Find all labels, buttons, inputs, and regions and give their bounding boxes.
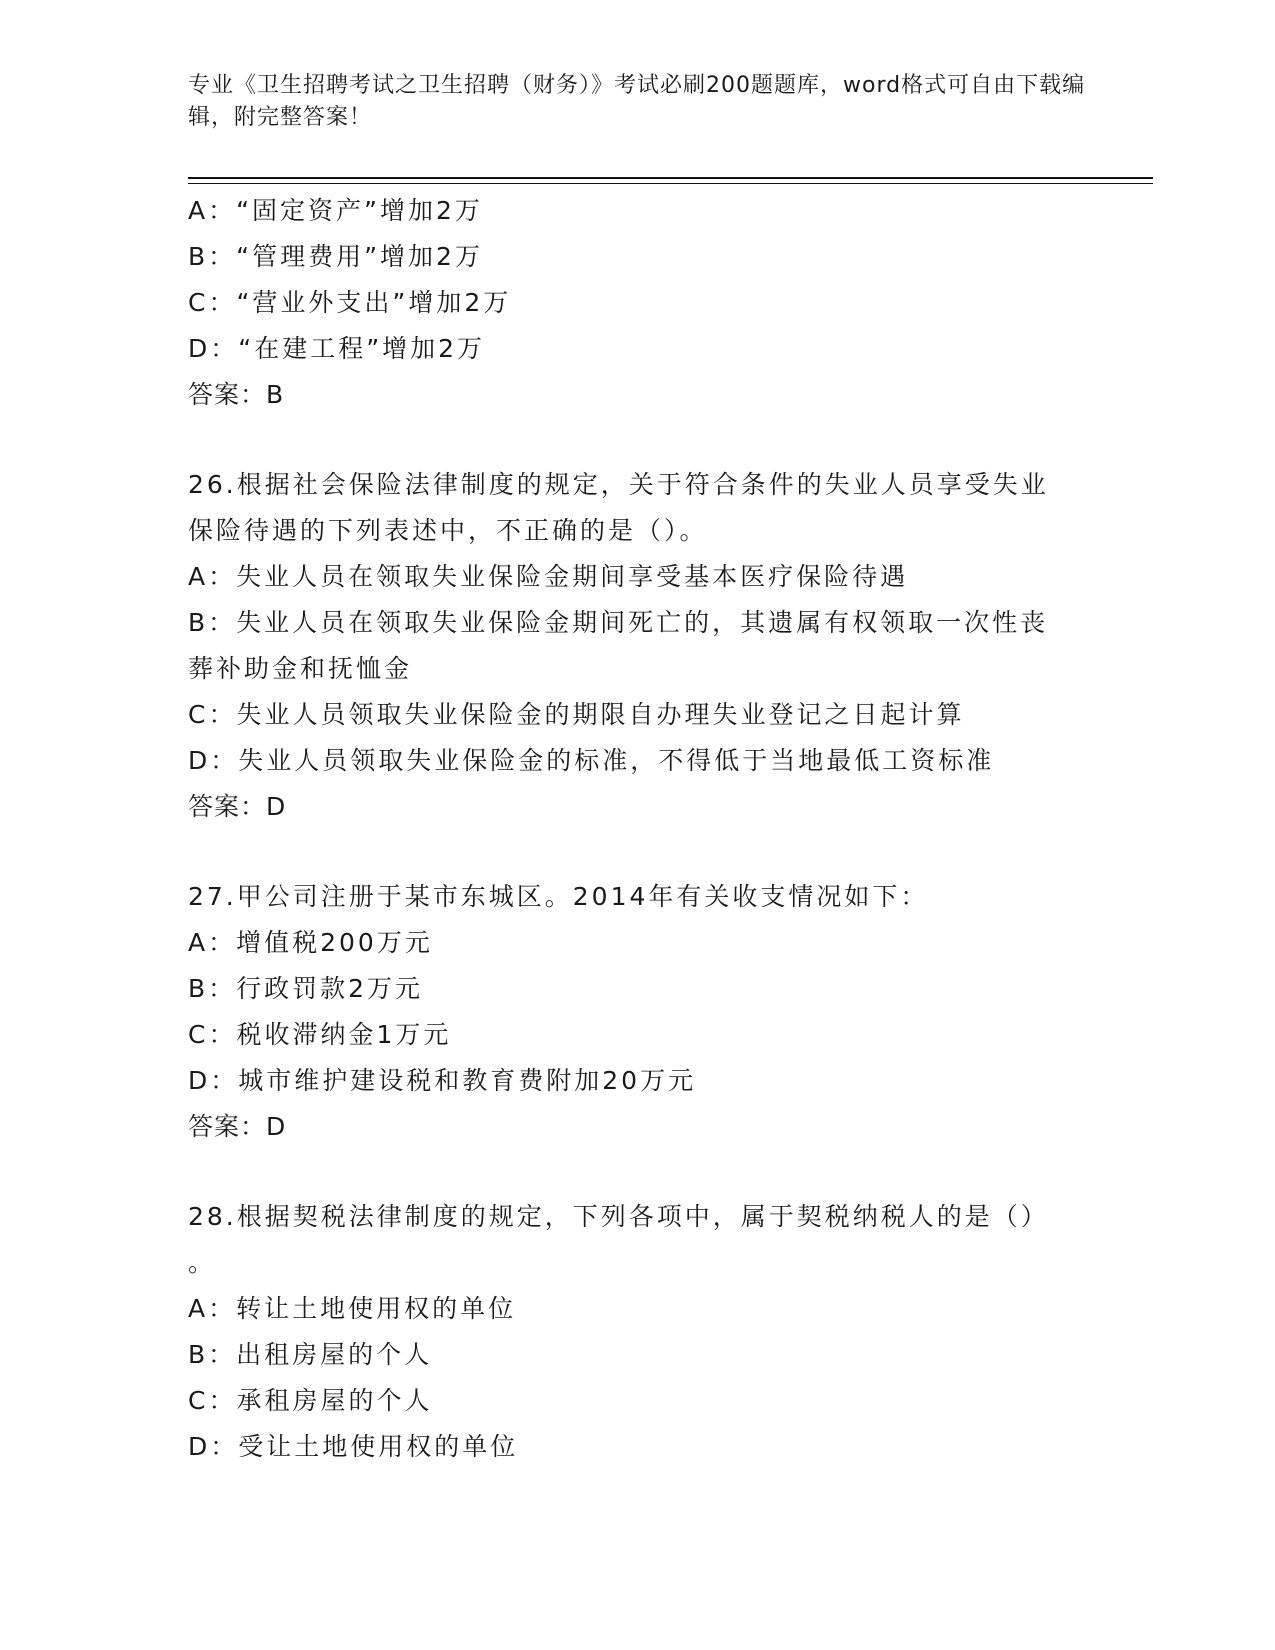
answer-line bbox=[188, 784, 1088, 830]
answer-label: 答案： bbox=[188, 380, 267, 409]
answer-label: 答案： bbox=[188, 792, 267, 821]
option-b: B：“管理费用”增加2万 bbox=[188, 242, 483, 271]
question-stem-line: 。 bbox=[188, 1248, 217, 1277]
option-d: D：城市维护建设税和教育费附加20万元 bbox=[188, 1066, 697, 1095]
question-stem-line: 26.根据社会保险法律制度的规定，关于符合条件的失业人员享受失业 bbox=[188, 470, 1049, 499]
answer-line bbox=[188, 372, 1088, 418]
option-d: D：失业人员领取失业保险金的标准，不得低于当地最低工资标准 bbox=[188, 746, 995, 775]
option-d: D：受让土地使用权的单位 bbox=[188, 1432, 519, 1461]
option-a: A：失业人员在领取失业保险金期间享受基本医疗保险待遇 bbox=[188, 562, 909, 591]
option-c: C：税收滞纳金1万元 bbox=[188, 1020, 452, 1049]
answer-value: D bbox=[266, 792, 287, 821]
option-b-continued: 葬补助金和抚恤金 bbox=[188, 654, 413, 683]
answer-line bbox=[188, 1104, 1088, 1150]
question-stem-line: 27.甲公司注册于某市东城区。2014年有关收支情况如下： bbox=[188, 882, 929, 911]
option-b: B：行政罚款2万元 bbox=[188, 974, 424, 1003]
question-25-fragment bbox=[188, 188, 1088, 418]
answer-value: D bbox=[266, 1112, 287, 1141]
question-stem-line: 保险待遇的下列表述中，不正确的是（）。 bbox=[188, 516, 708, 545]
option-a: A：增值税200万元 bbox=[188, 928, 433, 957]
option-b: B：出租房屋的个人 bbox=[188, 1340, 433, 1369]
option-c: C：失业人员领取失业保险金的期限自办理失业登记之日起计算 bbox=[188, 700, 965, 729]
option-a: A：“固定资产”增加2万 bbox=[188, 196, 483, 225]
option-c: C：“营业外支出”增加2万 bbox=[188, 288, 512, 317]
header-rule-thin bbox=[188, 183, 1153, 184]
question-28 bbox=[188, 1194, 1088, 1470]
answer-label: 答案： bbox=[188, 1112, 267, 1141]
document-header: 专业《卫生招聘考试之卫生招聘（财务）》考试必刷200题题库，word格式可自由下载编辑，附完整答案！ bbox=[188, 73, 1086, 130]
option-a: A：转让土地使用权的单位 bbox=[188, 1294, 517, 1323]
question-26 bbox=[188, 462, 1088, 830]
option-c: C：承租房屋的个人 bbox=[188, 1386, 433, 1415]
option-d: D：“在建工程”增加2万 bbox=[188, 334, 486, 363]
question-27 bbox=[188, 874, 1088, 1150]
option-b: B：失业人员在领取失业保险金期间死亡的，其遗属有权领取一次性丧 bbox=[188, 608, 1049, 637]
header-rule-thick bbox=[188, 177, 1153, 179]
answer-value: B bbox=[266, 380, 285, 409]
question-stem-line: 28.根据契税法律制度的规定，下列各项中，属于契税纳税人的是（） bbox=[188, 1202, 1049, 1231]
document-content bbox=[188, 188, 1088, 1470]
